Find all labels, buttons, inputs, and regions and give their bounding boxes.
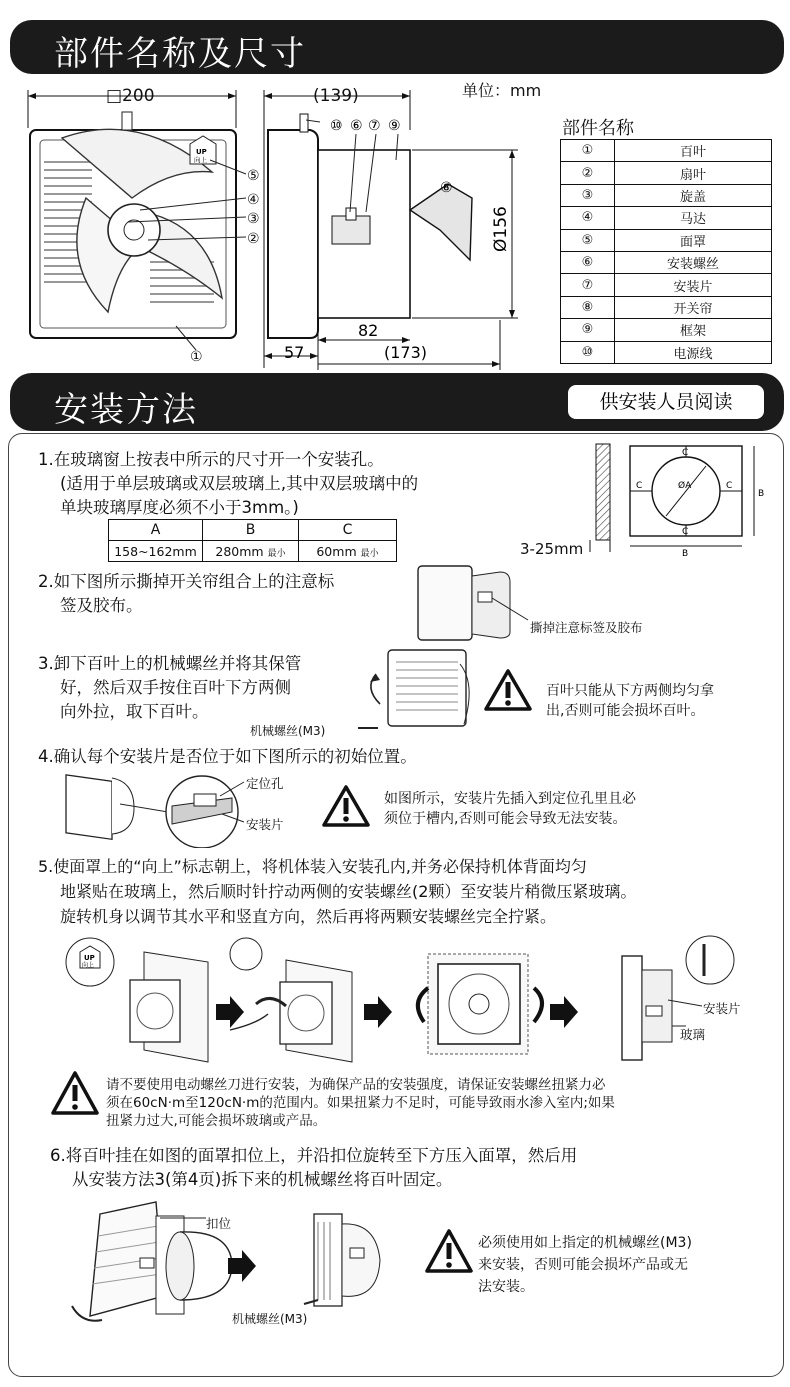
step6-warning-line2: 来安装，否则可能会损坏产品或无 [478,1257,688,1273]
step3-warning-line1: 百叶只能从下方两侧均匀拿 [546,683,714,699]
callout-9: ⑨ [388,118,401,134]
step5-line2: 地紧贴在玻璃上，然后顺时针拧动两侧的安装螺丝(2颗）至安装片稍微压紧玻璃。 [60,882,637,901]
dim-c-left: C [636,481,643,491]
up-label: UP [196,148,207,156]
step6-warning-line1: 必须使用如上指定的机械螺丝(M3) [478,1235,692,1251]
side-total-dimension: (139) [313,86,359,106]
table-row: ② 扇叶 [561,162,772,184]
up-cn-label: 向上 [194,156,207,164]
dim-c-bottom: C [682,527,689,537]
section-title: 部件名称及尺寸 [54,34,306,74]
table-row: ⑥ 安装螺丝 [561,251,772,273]
section-title: 安装方法 [54,390,198,430]
callout-4: ④ [247,192,260,208]
height-dimension: Ø156 [491,206,511,252]
dim-b-right: B [758,489,765,499]
table-row: ⑨ 框架 [561,319,772,341]
mounting-plate-label: 安装片 [246,817,284,832]
up-cn-label: 向上 [82,962,95,969]
warning-icon [424,1228,474,1274]
warning-icon [484,668,532,712]
step6-line1: 6.将百叶挂在如图的面罩扣位上，并沿扣位旋转至下方压入面罩，然后用 [50,1146,578,1165]
callout-6: ⑥ [350,118,363,134]
table-row: ⑦ 安装片 [561,274,772,296]
remove-louver-illustration [350,644,480,740]
callout-8: ⑧ [440,180,453,196]
warning-icon [50,1070,100,1116]
dim-a: ØA [678,481,692,491]
step4-warning-line1: 如图所示，安装片先插入到定位孔里且必 [384,791,636,807]
table-row: A B C [109,520,397,541]
frame-depth-dimension: 82 [358,321,379,340]
warning-icon [322,784,370,828]
step5-warning-line3: 扭紧力过大,可能会损坏玻璃或产品。 [106,1113,327,1129]
callout-10: ⑩ [330,118,343,134]
callout-1: ① [190,349,203,365]
parts-table [560,139,772,364]
cover-depth-dimension: 57 [284,343,305,362]
dim-b-bottom: B [682,549,689,559]
front-width-dimension: □200 [106,86,155,106]
callout-3: ③ [247,211,260,227]
mounting-plate-illustration [60,768,260,848]
step6-line2: 从安装方法3(第4页)拆下来的机械螺丝将百叶固定。 [72,1170,453,1189]
dim-c-right: C [726,481,733,491]
step3-line2: 好，然后双手按住百叶下方两侧 [60,678,291,697]
table-row: ① 百叶 [561,140,772,162]
section-banner-parts [10,20,784,74]
up-label: UP [84,954,95,962]
dim-c-top: C [682,448,689,458]
overall-depth-dimension: (173) [384,343,428,362]
step5-warning-line1: 请不要使用电动螺丝刀进行安装，为确保产品的安装强度，请保证安装螺丝扭紧力必 [106,1077,606,1093]
table-row: ⑤ 面罩 [561,229,772,251]
reader-note-badge: 供安装人员阅读 [568,385,764,419]
step6-warning-line3: 法安装。 [478,1279,534,1295]
step4-line1: 4.确认每个安装片是否位于如下图所示的初始位置。 [38,747,417,766]
step1-line1: 1.在玻璃窗上按表中所示的尺寸开一个安装孔。 [38,450,384,469]
table-row: 158~162mm 280mm 最小 60mm 最小 [109,541,397,562]
step4-warning-line2: 须位于槽内,否则可能会导致无法安装。 [384,811,627,827]
step1-line2: (适用于单层玻璃或双层玻璃上,其中双层玻璃中的 [60,474,419,493]
table-row: ④ 马达 [561,207,772,229]
positioning-hole-label: 定位孔 [246,776,284,791]
step3-line1: 3.卸下百叶上的机械螺丝并将其保管 [38,654,302,673]
step2-line2: 签及胶布。 [60,596,143,615]
installation-sequence-illustration [60,932,760,1068]
fan-dimension-drawing [0,80,560,370]
step5-line3: 旋转机身以调节其水平和竖直方向，然后再将两颗安装螺丝完全拧紧。 [60,907,557,926]
step3-warning-line2: 出,否则可能会损坏百叶。 [546,703,705,719]
parts-table-title: 部件名称 [562,118,634,139]
shutter-label-illustration [410,558,530,648]
table-row: ⑧ 开关帘 [561,296,772,318]
unit-label: 单位：mm [462,81,542,100]
glass-thickness-label: 3-25mm [520,540,584,558]
hole-size-table [108,519,397,562]
callout-5: ⑤ [247,168,260,184]
clip-label: 扣位 [206,1216,232,1231]
step5-line1: 5.使面罩上的“向上”标志朝上，将机体装入安装孔内,并务必保持机体背面均匀 [38,857,587,876]
mounting-plate-label: 安装片 [703,1001,741,1016]
glass-label: 玻璃 [680,1027,706,1042]
callout-7: ⑦ [368,118,381,134]
screw-m3-label: 机械螺丝(M3) [232,1312,308,1326]
step5-warning-line2: 须在60cN·m至120cN·m的范围内。如果扭紧力不足时，可能导致雨水渗入室内;如果 [106,1095,615,1111]
table-row: ⑩ 电源线 [561,341,772,363]
step3-line3: 向外拉，取下百叶。 [60,702,209,721]
callout-2: ② [247,231,260,247]
step2-line1: 2.如下图所示撕掉开关帘组合上的注意标 [38,572,335,591]
screw-m3-label: 机械螺丝(M3) [250,724,326,738]
step1-line3: 单块玻璃厚度必须不小于3mm。) [60,498,299,517]
section-banner-install [10,373,784,431]
remove-label-caption: 撕掉注意标签及胶布 [530,620,643,635]
table-row: ③ 旋盖 [561,184,772,206]
